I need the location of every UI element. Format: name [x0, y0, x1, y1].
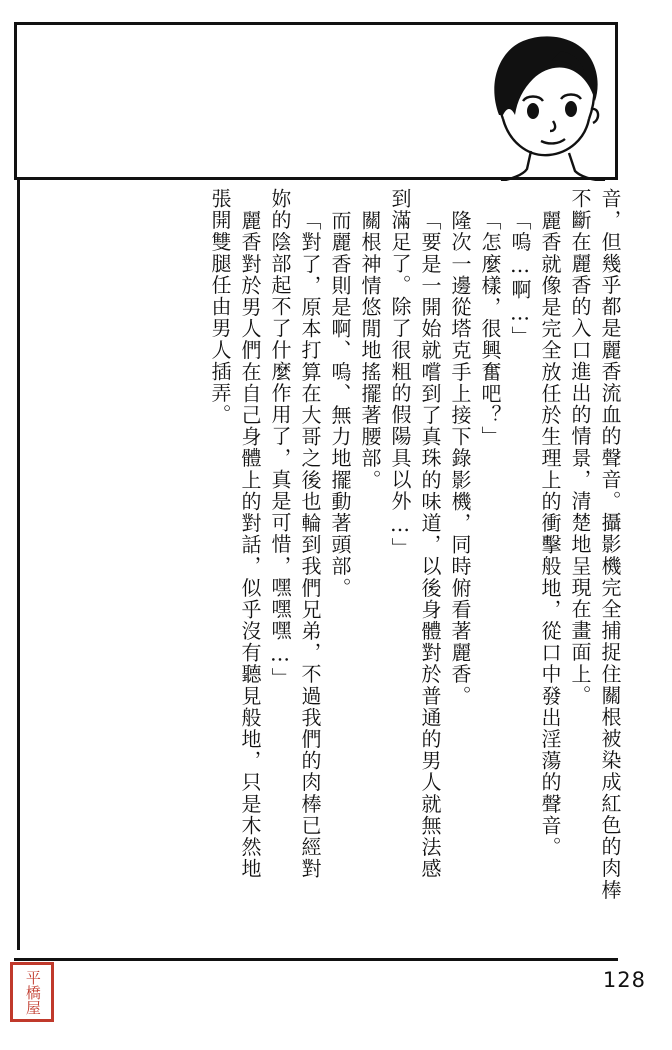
text-column: 「嗚…啊…」 — [508, 210, 532, 348]
text-column: 到滿足了。除了很粗的假陽具以外…」 — [388, 188, 412, 560]
text-column: 不斷在麗香的入口進出的情景，清楚地呈現在畫面上。 — [568, 188, 592, 707]
publisher-stamp — [10, 962, 54, 1022]
text-column: 麗香就像是完全放任於生理上的衝擊般地，從口中發出淫蕩的聲音。 — [538, 210, 562, 858]
text-column: 張開雙腿任由男人插弄。 — [208, 188, 232, 426]
footer-divider — [14, 958, 618, 961]
publisher-stamp-label: 平橋屋 — [23, 969, 42, 1015]
boy-face-icon — [465, 23, 617, 181]
text-column: 關根神情悠閒地搖擺著腰部。 — [358, 210, 382, 491]
text-column: 隆次一邊從塔克手上接下錄影機，同時俯看著麗香。 — [448, 210, 472, 707]
text-column: 「要是一開始就嚐到了真珠的味道，以後身體對於普通的男人就無法感 — [418, 210, 442, 880]
text-column: 妳的陰部起不了什麼作用了，真是可惜，嘿嘿嘿…」 — [268, 188, 292, 689]
illustration-panel — [14, 22, 618, 180]
text-column: 而麗香則是啊、嗚、無力地擺動著頭部。 — [328, 210, 352, 599]
body-text — [60, 188, 620, 948]
text-column: 麗香對於男人們在自己身體上的對話，似乎沒有聽見般地，只是木然地 — [238, 210, 262, 880]
page-number: 128 — [602, 968, 646, 992]
text-column: 「怎麼樣，很興奮吧？」 — [478, 210, 502, 448]
text-column: 音，但幾乎都是麗香流血的聲音。攝影機完全捕捉住關根被染成紅色的肉棒 — [598, 188, 622, 901]
text-column: 「對了，原本打算在大哥之後也輪到我們兄弟，不過我們的肉棒已經對 — [298, 210, 322, 880]
vertical-divider — [17, 180, 20, 950]
